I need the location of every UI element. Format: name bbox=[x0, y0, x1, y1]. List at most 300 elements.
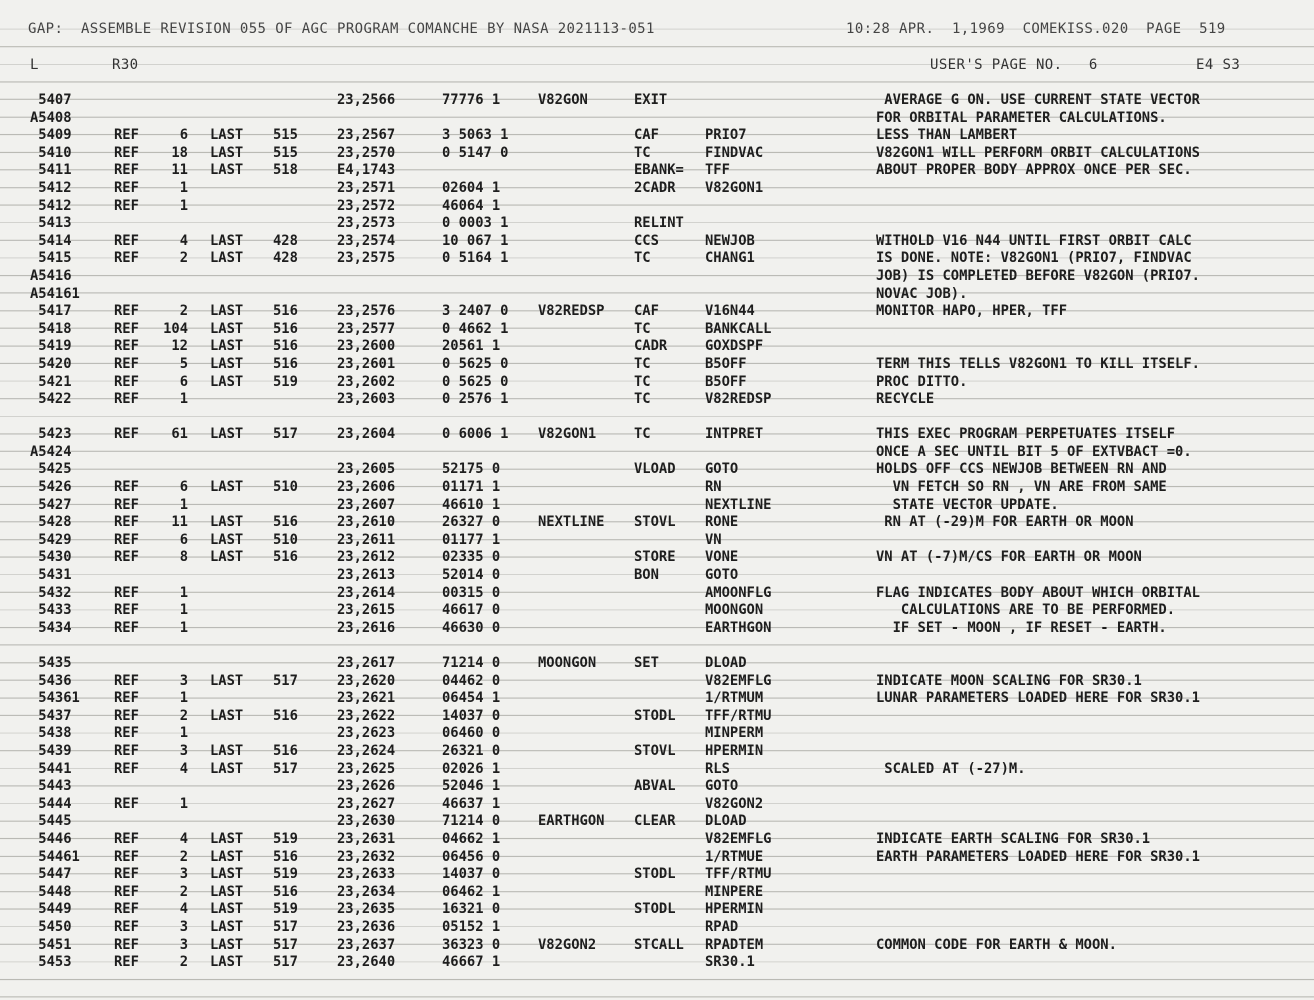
octal-word: 02604 1 bbox=[442, 179, 501, 196]
octal-word: 04662 1 bbox=[442, 830, 501, 847]
ref-count: 6 bbox=[179, 373, 188, 390]
operand: CHANG1 bbox=[705, 250, 755, 267]
line-number: 5414 bbox=[30, 232, 72, 249]
operand: V82EMFLG bbox=[705, 830, 772, 847]
opcode: STODL bbox=[634, 901, 676, 918]
octal-word: 14037 0 bbox=[442, 866, 501, 883]
octal-word: 06456 0 bbox=[442, 848, 501, 865]
operand: RLS bbox=[705, 760, 730, 777]
line-number: A54161 bbox=[30, 285, 80, 302]
listing-row bbox=[0, 145, 1314, 163]
opcode: STODL bbox=[634, 707, 676, 724]
line-number: 5418 bbox=[30, 320, 72, 337]
last-marker: LAST bbox=[210, 760, 244, 777]
operand: PRIO7 bbox=[705, 127, 747, 144]
ref-count: 104 bbox=[163, 320, 188, 337]
ref-marker: REF bbox=[114, 479, 139, 496]
address: 23,2621 bbox=[337, 690, 396, 707]
octal-word: 01171 1 bbox=[442, 479, 501, 496]
listing-row bbox=[0, 937, 1314, 955]
listing-row bbox=[0, 708, 1314, 726]
operand: TFF/RTMU bbox=[705, 866, 772, 883]
ref-marker: REF bbox=[114, 320, 139, 337]
last-marker: LAST bbox=[210, 549, 244, 566]
ref-marker: REF bbox=[114, 232, 139, 249]
ref-marker: REF bbox=[114, 690, 139, 707]
address: 23,2614 bbox=[337, 584, 396, 601]
ref-marker: REF bbox=[114, 848, 139, 865]
operand: HPERMIN bbox=[705, 742, 764, 759]
ref-marker: REF bbox=[114, 672, 139, 689]
last-marker: LAST bbox=[210, 742, 244, 759]
line-number: 5446 bbox=[30, 830, 72, 847]
comment: VN AT (-7)M/CS FOR EARTH OR MOON bbox=[876, 549, 1142, 566]
code-label: V82GON bbox=[538, 92, 588, 108]
ref-count: 1 bbox=[179, 391, 188, 408]
ref-count: 3 bbox=[179, 672, 188, 689]
last-page: 510 bbox=[273, 479, 298, 496]
opcode: CAF bbox=[634, 303, 659, 320]
ref-marker: REF bbox=[114, 197, 139, 214]
address: 23,2620 bbox=[337, 672, 396, 689]
line-number: 5425 bbox=[30, 461, 72, 478]
address: 23,2615 bbox=[337, 602, 396, 619]
listing-row bbox=[0, 198, 1314, 216]
address: 23,2607 bbox=[337, 496, 396, 513]
opcode: TC bbox=[634, 250, 651, 267]
listing-row bbox=[0, 514, 1314, 532]
ref-marker: REF bbox=[114, 901, 139, 918]
ref-marker: REF bbox=[114, 549, 139, 566]
octal-word: 0 2576 1 bbox=[442, 391, 509, 408]
listing-row bbox=[0, 761, 1314, 779]
listing-row bbox=[0, 602, 1314, 620]
operand: RONE bbox=[705, 514, 739, 531]
ref-marker: REF bbox=[114, 355, 139, 372]
ref-count: 1 bbox=[179, 725, 188, 742]
last-page: 428 bbox=[273, 232, 298, 249]
last-page: 516 bbox=[273, 320, 298, 337]
ref-marker: REF bbox=[114, 936, 139, 953]
comment: INDICATE EARTH SCALING FOR SR30.1 bbox=[876, 830, 1151, 847]
line-number: A5416 bbox=[30, 267, 72, 284]
address: 23,2567 bbox=[337, 127, 396, 144]
listing-row bbox=[0, 426, 1314, 444]
ref-marker: REF bbox=[114, 918, 139, 935]
last-marker: LAST bbox=[210, 232, 244, 249]
ref-marker: REF bbox=[114, 584, 139, 601]
ref-marker: REF bbox=[114, 303, 139, 320]
listing-row bbox=[0, 532, 1314, 550]
opcode: TC bbox=[634, 426, 651, 443]
ref-count: 1 bbox=[179, 795, 188, 812]
opcode: STCALL bbox=[634, 936, 684, 953]
octal-word: 0 5625 0 bbox=[442, 355, 509, 372]
operand: INTPRET bbox=[705, 426, 764, 443]
ref-marker: REF bbox=[114, 883, 139, 900]
octal-word: 46617 0 bbox=[442, 602, 501, 619]
comment: TERM THIS TELLS V82GON1 TO KILL ITSELF. bbox=[876, 355, 1200, 372]
operand: MINPERM bbox=[705, 725, 764, 742]
ref-count: 6 bbox=[179, 531, 188, 548]
operand: NEXTLINE bbox=[705, 496, 772, 513]
listing-row bbox=[0, 567, 1314, 585]
listing-row bbox=[0, 778, 1314, 796]
octal-word: 71214 0 bbox=[442, 813, 501, 830]
line-number: 5449 bbox=[30, 901, 72, 918]
code-label: NEXTLINE bbox=[538, 514, 605, 531]
address: 23,2624 bbox=[337, 742, 396, 759]
operand: GOXDSPF bbox=[705, 338, 764, 355]
listing-row bbox=[0, 497, 1314, 515]
octal-word: 00315 0 bbox=[442, 584, 501, 601]
octal-word: 26327 0 bbox=[442, 514, 501, 531]
octal-word: 0 4662 1 bbox=[442, 320, 509, 337]
listing-row bbox=[0, 954, 1314, 972]
listing-row bbox=[0, 321, 1314, 339]
ref-count: 11 bbox=[171, 514, 188, 531]
octal-word: 06454 1 bbox=[442, 690, 501, 707]
octal-word: 3 2407 0 bbox=[442, 303, 509, 320]
user-page-number: USER'S PAGE NO. 6 bbox=[930, 57, 1098, 73]
opcode: 2CADR bbox=[634, 179, 676, 196]
opcode: TC bbox=[634, 391, 651, 408]
line-number: 5434 bbox=[30, 619, 72, 636]
ref-count: 1 bbox=[179, 690, 188, 707]
line-number: 5420 bbox=[30, 355, 72, 372]
opcode: TC bbox=[634, 320, 651, 337]
octal-word: 46637 1 bbox=[442, 795, 501, 812]
octal-word: 14037 0 bbox=[442, 707, 501, 724]
listing-row bbox=[0, 901, 1314, 919]
address: 23,2632 bbox=[337, 848, 396, 865]
assembly-listing bbox=[0, 92, 1314, 972]
opcode: STOVL bbox=[634, 742, 676, 759]
operand: V16N44 bbox=[705, 303, 755, 320]
address: 23,2623 bbox=[337, 725, 396, 742]
comment: AVERAGE G ON. USE CURRENT STATE VECTOR bbox=[876, 92, 1200, 108]
last-marker: LAST bbox=[210, 672, 244, 689]
octal-word: 52014 0 bbox=[442, 567, 501, 584]
last-marker: LAST bbox=[210, 954, 244, 971]
line-number: 5438 bbox=[30, 725, 72, 742]
last-marker: LAST bbox=[210, 162, 244, 179]
address: 23,2573 bbox=[337, 215, 396, 232]
address: 23,2625 bbox=[337, 760, 396, 777]
listing-row bbox=[0, 461, 1314, 479]
last-marker: LAST bbox=[210, 514, 244, 531]
address: 23,2611 bbox=[337, 531, 396, 548]
octal-word: 0 5147 0 bbox=[442, 144, 509, 161]
ref-count: 2 bbox=[179, 848, 188, 865]
address: 23,2570 bbox=[337, 144, 396, 161]
listing-row bbox=[0, 92, 1314, 110]
last-page: 516 bbox=[273, 707, 298, 724]
octal-word: 06460 0 bbox=[442, 725, 501, 742]
opcode: VLOAD bbox=[634, 461, 676, 478]
address: 23,2613 bbox=[337, 567, 396, 584]
address: 23,2635 bbox=[337, 901, 396, 918]
operand: DLOAD bbox=[705, 655, 747, 671]
octal-word: 04462 0 bbox=[442, 672, 501, 689]
line-number: 5426 bbox=[30, 479, 72, 496]
code-label: V82GON2 bbox=[538, 936, 597, 953]
comment: LESS THAN LAMBERT bbox=[876, 127, 1018, 144]
octal-word: 0 0003 1 bbox=[442, 215, 509, 232]
ref-marker: REF bbox=[114, 391, 139, 408]
opcode: BON bbox=[634, 567, 659, 584]
ref-count: 3 bbox=[179, 936, 188, 953]
operand: RPADTEM bbox=[705, 936, 764, 953]
octal-word: 0 6006 1 bbox=[442, 426, 509, 443]
comment: FLAG INDICATES BODY ABOUT WHICH ORBITAL bbox=[876, 584, 1200, 601]
comment: VN FETCH SO RN , VN ARE FROM SAME bbox=[876, 479, 1167, 496]
listing-row bbox=[0, 796, 1314, 814]
comment: NOVAC JOB). bbox=[876, 285, 968, 302]
blank-row bbox=[0, 409, 1314, 427]
comment: IF SET - MOON , IF RESET - EARTH. bbox=[876, 619, 1167, 636]
last-page: 517 bbox=[273, 918, 298, 935]
line-number: 5439 bbox=[30, 742, 72, 759]
last-marker: LAST bbox=[210, 866, 244, 883]
listing-row bbox=[0, 303, 1314, 321]
operand: B5OFF bbox=[705, 373, 747, 390]
address: 23,2574 bbox=[337, 232, 396, 249]
operand: B5OFF bbox=[705, 355, 747, 372]
line-number: 5432 bbox=[30, 584, 72, 601]
ref-marker: REF bbox=[114, 602, 139, 619]
last-page: 519 bbox=[273, 830, 298, 847]
last-page: 516 bbox=[273, 848, 298, 865]
octal-word: 06462 1 bbox=[442, 883, 501, 900]
line-number: A5424 bbox=[30, 443, 72, 460]
opcode: TC bbox=[634, 144, 651, 161]
listing-row bbox=[0, 338, 1314, 356]
operand: EARTHGON bbox=[705, 619, 772, 636]
last-page: 519 bbox=[273, 866, 298, 883]
address: 23,2602 bbox=[337, 373, 396, 390]
operand: VN bbox=[705, 531, 722, 548]
opcode: ABVAL bbox=[634, 778, 676, 795]
octal-word: 01177 1 bbox=[442, 531, 501, 548]
comment: EARTH PARAMETERS LOADED HERE FOR SR30.1 bbox=[876, 848, 1200, 865]
listing-row bbox=[0, 268, 1314, 286]
comment: HOLDS OFF CCS NEWJOB BETWEEN RN AND bbox=[876, 461, 1167, 478]
line-number: 5417 bbox=[30, 303, 72, 320]
line-number: A5408 bbox=[30, 109, 72, 126]
line-number: 5441 bbox=[30, 760, 72, 777]
octal-word: 46064 1 bbox=[442, 197, 501, 214]
opcode: STORE bbox=[634, 549, 676, 566]
ref-marker: REF bbox=[114, 742, 139, 759]
ref-marker: REF bbox=[114, 162, 139, 179]
ref-count: 11 bbox=[171, 162, 188, 179]
opcode: SET bbox=[634, 655, 659, 671]
line-number: 5430 bbox=[30, 549, 72, 566]
ref-count: 4 bbox=[179, 901, 188, 918]
ref-count: 1 bbox=[179, 602, 188, 619]
last-marker: LAST bbox=[210, 338, 244, 355]
ref-count: 4 bbox=[179, 232, 188, 249]
listing-row bbox=[0, 673, 1314, 691]
octal-word: 46630 0 bbox=[442, 619, 501, 636]
line-number: 5445 bbox=[30, 813, 72, 830]
operand: VONE bbox=[705, 549, 739, 566]
operand: TFF bbox=[705, 162, 730, 179]
listing-row bbox=[0, 919, 1314, 937]
operand: 1/RTMUM bbox=[705, 690, 764, 707]
ref-count: 3 bbox=[179, 742, 188, 759]
ref-marker: REF bbox=[114, 426, 139, 443]
last-marker: LAST bbox=[210, 707, 244, 724]
address: 23,2631 bbox=[337, 830, 396, 847]
listing-row bbox=[0, 690, 1314, 708]
line-number: 5450 bbox=[30, 918, 72, 935]
address: 23,2601 bbox=[337, 355, 396, 372]
line-number: 5429 bbox=[30, 531, 72, 548]
operand: BANKCALL bbox=[705, 320, 772, 337]
listing-row bbox=[0, 180, 1314, 198]
ref-marker: REF bbox=[114, 179, 139, 196]
opcode: EBANK= bbox=[634, 162, 684, 179]
comment: ONCE A SEC UNTIL BIT 5 OF EXTVBACT =0. bbox=[876, 443, 1192, 460]
opcode: EXIT bbox=[634, 92, 668, 108]
operand: RPAD bbox=[705, 918, 739, 935]
listing-row bbox=[0, 233, 1314, 251]
comment: FOR ORBITAL PARAMETER CALCULATIONS. bbox=[876, 109, 1167, 126]
comment: RN AT (-29)M FOR EARTH OR MOON bbox=[876, 514, 1134, 531]
address: 23,2627 bbox=[337, 795, 396, 812]
comment: RECYCLE bbox=[876, 391, 935, 408]
code-label: V82REDSP bbox=[538, 303, 605, 320]
address: 23,2617 bbox=[337, 655, 396, 671]
last-page: 519 bbox=[273, 901, 298, 918]
octal-word: 0 5164 1 bbox=[442, 250, 509, 267]
listing-row bbox=[0, 655, 1314, 673]
operand: RN bbox=[705, 479, 722, 496]
address: 23,2577 bbox=[337, 320, 396, 337]
address: 23,2640 bbox=[337, 954, 396, 971]
address: 23,2572 bbox=[337, 197, 396, 214]
last-marker: LAST bbox=[210, 479, 244, 496]
ref-count: 1 bbox=[179, 197, 188, 214]
assembly-header: GAP: ASSEMBLE REVISION 055 OF AGC PROGRAM COMANCHE BY NASA 2021113-051 bbox=[28, 21, 655, 37]
listing-row bbox=[0, 549, 1314, 567]
address: 23,2571 bbox=[337, 179, 396, 196]
address: 23,2626 bbox=[337, 778, 396, 795]
listing-row bbox=[0, 110, 1314, 128]
address: 23,2636 bbox=[337, 918, 396, 935]
ref-count: 5 bbox=[179, 355, 188, 372]
operand: HPERMIN bbox=[705, 901, 764, 918]
line-number: 5412 bbox=[30, 179, 72, 196]
operand: V82REDSP bbox=[705, 391, 772, 408]
last-page: 510 bbox=[273, 531, 298, 548]
octal-word: 02335 0 bbox=[442, 549, 501, 566]
ref-count: 2 bbox=[179, 303, 188, 320]
section-code: L bbox=[30, 57, 39, 73]
operand: MINPERE bbox=[705, 883, 764, 900]
comment: CALCULATIONS ARE TO BE PERFORMED. bbox=[876, 602, 1176, 619]
operand: GOTO bbox=[705, 461, 739, 478]
last-marker: LAST bbox=[210, 848, 244, 865]
line-number: 54461 bbox=[30, 848, 80, 865]
address: 23,2630 bbox=[337, 813, 396, 830]
opcode: RELINT bbox=[634, 215, 684, 232]
line-number: 5433 bbox=[30, 602, 72, 619]
line-number: 5407 bbox=[30, 92, 72, 108]
ref-count: 6 bbox=[179, 127, 188, 144]
ref-count: 3 bbox=[179, 866, 188, 883]
comment: ABOUT PROPER BODY APPROX ONCE PER SEC. bbox=[876, 162, 1192, 179]
line-number: 5419 bbox=[30, 338, 72, 355]
octal-word: 02026 1 bbox=[442, 760, 501, 777]
address: 23,2616 bbox=[337, 619, 396, 636]
listing-row bbox=[0, 391, 1314, 409]
ref-marker: REF bbox=[114, 954, 139, 971]
listing-row bbox=[0, 444, 1314, 462]
opcode: TC bbox=[634, 355, 651, 372]
line-number: 5409 bbox=[30, 127, 72, 144]
last-marker: LAST bbox=[210, 320, 244, 337]
comment: V82GON1 WILL PERFORM ORBIT CALCULATIONS bbox=[876, 144, 1200, 161]
operand: GOTO bbox=[705, 778, 739, 795]
line-number: 54361 bbox=[30, 690, 80, 707]
listing-row bbox=[0, 250, 1314, 268]
address: 23,2637 bbox=[337, 936, 396, 953]
opcode: STODL bbox=[634, 866, 676, 883]
last-page: 517 bbox=[273, 426, 298, 443]
line-number: 5413 bbox=[30, 215, 72, 232]
octal-word: 46610 1 bbox=[442, 496, 501, 513]
listing-row bbox=[0, 356, 1314, 374]
last-page: 517 bbox=[273, 672, 298, 689]
print-timestamp: 10:28 APR. 1,1969 COMEKISS.020 PAGE 519 bbox=[846, 21, 1226, 37]
operand: GOTO bbox=[705, 567, 739, 584]
comment: THIS EXEC PROGRAM PERPETUATES ITSELF bbox=[876, 426, 1176, 443]
last-marker: LAST bbox=[210, 144, 244, 161]
line-number: 5453 bbox=[30, 954, 72, 971]
line-number: 5443 bbox=[30, 778, 72, 795]
ref-count: 61 bbox=[171, 426, 188, 443]
last-marker: LAST bbox=[210, 426, 244, 443]
octal-word: 10 067 1 bbox=[442, 232, 509, 249]
address: 23,2622 bbox=[337, 707, 396, 724]
last-marker: LAST bbox=[210, 355, 244, 372]
ref-count: 1 bbox=[179, 584, 188, 601]
operand: SR30.1 bbox=[705, 954, 755, 971]
last-page: 519 bbox=[273, 373, 298, 390]
last-page: 515 bbox=[273, 127, 298, 144]
ref-count: 1 bbox=[179, 619, 188, 636]
ref-marker: REF bbox=[114, 619, 139, 636]
last-marker: LAST bbox=[210, 918, 244, 935]
address: 23,2604 bbox=[337, 426, 396, 443]
ref-count: 3 bbox=[179, 918, 188, 935]
line-number: 5415 bbox=[30, 250, 72, 267]
octal-word: 16321 0 bbox=[442, 901, 501, 918]
listing-row bbox=[0, 286, 1314, 304]
octal-word: 20561 1 bbox=[442, 338, 501, 355]
comment: STATE VECTOR UPDATE. bbox=[876, 496, 1059, 513]
comment: PROC DITTO. bbox=[876, 373, 968, 390]
ref-count: 2 bbox=[179, 250, 188, 267]
address: 23,2603 bbox=[337, 391, 396, 408]
address: 23,2634 bbox=[337, 883, 396, 900]
address: 23,2575 bbox=[337, 250, 396, 267]
last-page: 517 bbox=[273, 954, 298, 971]
ref-count: 2 bbox=[179, 954, 188, 971]
